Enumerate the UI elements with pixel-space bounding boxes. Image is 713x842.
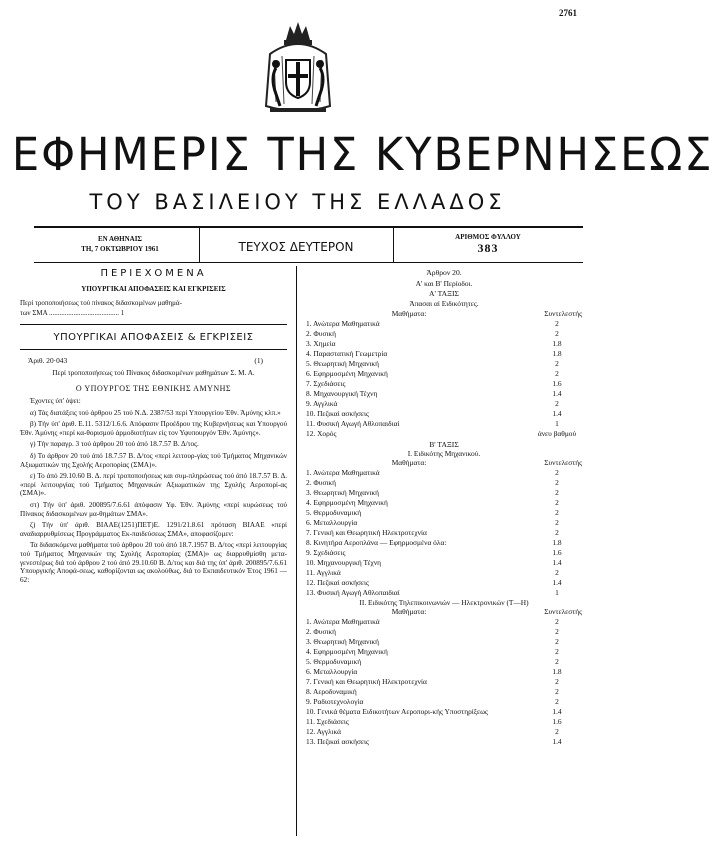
header-divider (199, 228, 200, 262)
course-coefficient: 1.8 (552, 339, 562, 348)
course-name: 11. Αγγλικά (306, 568, 341, 577)
course-row (306, 399, 582, 409)
course-name: 2. Φυσική (306, 329, 337, 338)
decision-paragraph: στ) Τήν ύπ' άριθ. 200895/7.6.61 άπόφασιν Υφ. Έθν. Άμύνης «περί κυρώσεως τού Πίνακος διδασκομένων μα-θημάτων ΣΜΑ». (20, 500, 287, 518)
course-coefficient: 2 (555, 528, 559, 537)
course-row (306, 548, 582, 558)
contents-title: ΠΕΡΙΕΧΟΜΕΝΑ (100, 268, 207, 279)
period-heading: Α' και Β' Περίοδοι. (415, 279, 473, 288)
course-row (306, 687, 582, 697)
course-row (306, 667, 582, 677)
course-name: 10. Πεζικαί ασκήσεις (306, 409, 369, 418)
course-row (306, 538, 582, 548)
course-coefficient: 2 (555, 637, 559, 646)
course-row (306, 518, 582, 528)
course-coefficient: 2 (555, 617, 559, 626)
coefficient-column-label: Συντελεστής (544, 458, 582, 467)
courses-column-label: Μαθήματα: (391, 309, 427, 318)
course-coefficient: 2 (555, 329, 559, 338)
course-row (306, 369, 582, 379)
course-row (306, 468, 582, 478)
course-coefficient: 2 (555, 488, 559, 497)
course-name: 9. Ραδιοτεχνολογία (306, 697, 364, 706)
course-coefficient: 2 (555, 627, 559, 636)
decision-subject: Περί τροποποιήσεως τού Πίνακος διδασκομένων μαθημάτων Σ. Μ. Α. (52, 369, 255, 377)
course-name: 8. Κινητήρα Αεροπλάνα — Εφηρμοσμένα όλα: (306, 538, 447, 547)
course-row (306, 677, 582, 687)
course-row (306, 528, 582, 538)
decision-paragraph: δ) Το άρθρον 20 τού άπό 18.7.57 Β. Δ/τος «περί λειτουρ-γίας τού Τμήματος Μηχανικών Αξιωματικών της Σχολής Αεροπορίας (ΣΜΑ)». (20, 451, 287, 469)
sheet-number: 383 (477, 241, 499, 255)
courses-header (306, 309, 582, 319)
course-coefficient: 1.6 (552, 717, 562, 726)
right-column (306, 268, 582, 747)
course-name: 13. Φυσική Αγωγή Αθλοπαιδιαί (306, 588, 400, 597)
courses-column-label: Μαθήματα: (391, 458, 427, 467)
course-coefficient: 1.4 (552, 389, 562, 398)
course-coefficient: 2 (555, 319, 559, 328)
class-a-course-list (306, 319, 582, 439)
course-row (306, 389, 582, 399)
course-name: 4. Εφηρμοσμένη Μηχανική (306, 498, 388, 507)
specialty-heading: Ι. Ειδικότης Μηχανικού. (407, 449, 481, 458)
course-row (306, 617, 582, 627)
article-heading: Άρθρον 20. (426, 268, 462, 277)
course-coefficient: 2 (555, 518, 559, 527)
course-coefficient: 1.8 (552, 349, 562, 358)
gazette-subtitle: ΤΟΥ ΒΑΣΙΛΕΙΟΥ ΤΗΣ ΕΛΛΑΔΟΣ (89, 190, 506, 214)
course-row (306, 717, 582, 727)
course-name: 7. Σχεδιάσεις (306, 379, 346, 388)
course-row (306, 429, 582, 439)
course-coefficient: 1.4 (552, 578, 562, 587)
course-name: 6. Εφηρμοσμένη Μηχανική (306, 369, 388, 378)
course-name: 5. Θεωρητική Μηχανική (306, 359, 379, 368)
coat-of-arms-icon (262, 20, 334, 118)
courses-header (306, 607, 582, 617)
header-bottom-rule (34, 262, 583, 263)
minister-heading: Ο ΥΠΟΥΡΓΟΣ ΤΗΣ ΕΘΝΙΚΗΣ ΑΜΥΝΗΣ (75, 384, 232, 393)
decision-number: Άριθ. 20·043 (28, 356, 68, 365)
course-row (306, 707, 582, 717)
course-coefficient: 1.6 (552, 379, 562, 388)
course-name: 2. Φυσική (306, 627, 337, 636)
course-coefficient: 2 (555, 727, 559, 736)
course-name: 7. Γενική και Θεωρητική Ηλεκτροτεχνία (306, 677, 427, 686)
decision-paragraph: β) Τήν ύπ' άριθ. Ε.11. 5312/1.6.6. Απόφασιν Προέδρου της Κυβερνήσεως και Υπουργού Έθν. Άμύνης «περί κα-θορισμού άρμοδιοτήτων είς τον Υφυπουργόν Έθν. Άμύνης». (20, 420, 287, 437)
course-row (306, 588, 582, 598)
course-name: 5. Θερμοδυναμική (306, 657, 362, 666)
course-row (306, 409, 582, 419)
gazette-title: ΕΦΗΜΕΡΙΣ ΤΗΣ ΚΥΒΕΡΝΗΣΕΩΣ (11, 128, 713, 181)
course-name: 4. Εφηρμοσμένη Μηχανική (306, 647, 388, 656)
decision-paragraph: γ) Τήν παραγρ. 3 τού άρθρου 20 τού άπό 18.7.57 Β. Δ/τος. (30, 440, 199, 449)
course-coefficient: 2 (555, 568, 559, 577)
specialty-heading: Άπασαι αί Ειδικότητες. (409, 299, 479, 308)
course-coefficient: 2 (555, 657, 559, 666)
coefficient-column-label: Συντελεστής (544, 309, 582, 318)
page-number: 2761 (559, 8, 577, 18)
course-name: 6. Μεταλλουργία (306, 667, 358, 676)
course-name: 10. Μηχανουργική Τέχνη (306, 558, 382, 567)
course-row (306, 627, 582, 637)
course-row (306, 558, 582, 568)
contents-subtitle: ΥΠΟΥΡΓΙΚΑΙ ΑΠΟΦΑΣΕΙΣ ΚΑΙ ΕΓΚΡΙΣΕΙΣ (81, 285, 226, 293)
course-name: 5. Θερμοδυναμική (306, 508, 362, 517)
course-coefficient: 2 (555, 399, 559, 408)
header-top-rule (34, 226, 583, 228)
course-row (306, 379, 582, 389)
course-row (306, 637, 582, 647)
course-row (306, 319, 582, 329)
course-coefficient: 1.4 (552, 737, 562, 746)
course-name: 9. Αγγλικά (306, 399, 338, 408)
class-a-heading: Α' ΤΑΞΙΣ (429, 289, 459, 298)
decision-paragraph: ε) Το άπό 29.10.60 Β. Δ. περί τροποποιήσεως και συμ-πληρώσεως τού άπό 18.7.57 Β. Δ. «περί λειτουργίας τού Τμήματος Μηχανικών Αξιωματικών της Σχολής Αεροπορί-ας (ΣΜΑ)». (20, 472, 287, 498)
decision-header (20, 356, 287, 365)
specialty-heading: ΙΙ. Ειδικότης Τηλεπικοινωνιών — Ηλεκτρονικών (Τ—Η) (359, 598, 529, 607)
class-b-mechanical-course-list (306, 468, 582, 598)
header-divider (393, 228, 394, 262)
having-regard: Έχοντες ύπ' όψει: (30, 397, 81, 405)
course-name: 10. Γενικά θέματα Ειδικοτήτων Αεροπορι-κής Υποστηρίξεως (306, 707, 488, 716)
course-row (306, 508, 582, 518)
section-rule (20, 349, 287, 350)
header-place: ΕΝ ΑΘΗΝΑΙΣ (97, 235, 143, 243)
course-coefficient: 2 (555, 508, 559, 517)
course-coefficient: 2 (555, 359, 559, 368)
course-coefficient: 2 (555, 498, 559, 507)
course-row (306, 737, 582, 747)
course-row (306, 727, 582, 737)
course-row (306, 578, 582, 588)
sheet-label: ΑΡΙΘΜΟΣ ΦΥΛΛΟΥ (455, 233, 521, 241)
decision-ref: (1) (254, 356, 263, 365)
course-row (306, 349, 582, 359)
course-coefficient: 1.4 (552, 409, 562, 418)
section-title: ΥΠΟΥΡΓΙΚΑΙ ΑΠΟΦΑΣΕΙΣ & ΕΓΚΡΙΣΕΙΣ (53, 332, 254, 343)
course-row (306, 647, 582, 657)
contents-entry-line: Περί τροποποιήσεως τού πίνακος διδασκομένων μαθημά- (20, 299, 182, 307)
class-b-heading: Β' ΤΑΞΙΣ (429, 440, 459, 449)
course-row (306, 697, 582, 707)
class-b-telecom-course-list (306, 617, 582, 747)
course-row (306, 359, 582, 369)
issue-type: ΤΕΥΧΟΣ ΔΕΥΤΕΡΟΝ (238, 240, 354, 254)
course-name: 3. Θεωρητική Μηχανική (306, 637, 379, 646)
course-name: 1. Ανώτερα Μαθηματικά (306, 319, 380, 328)
course-coefficient: 2 (555, 687, 559, 696)
course-coefficient: 1.8 (552, 667, 562, 676)
header-date: ΤΗ, 7 ΟΚΤΩΒΡΙΟΥ 1961 (81, 245, 159, 253)
decision-paragraph: ζ) Τήν ύπ' άριθ. ΒΙΑΑΕ(1251)ΠΕΤ)Ε. 1291/21.8.61 πρόταση ΒΙΑΑΕ «περί αναδιαρρυθμίσεως Προγράμματος Εκ-παιδεύσεως ΣΜΑ», αποφασίζομεν: (20, 521, 287, 538)
course-name: 9. Σχεδιάσεις (306, 548, 346, 557)
courses-header (306, 458, 582, 468)
course-row (306, 329, 582, 339)
course-coefficient: 1.6 (552, 548, 562, 557)
course-name: 4. Παραστατική Γεωμετρία (306, 349, 388, 358)
course-row (306, 488, 582, 498)
course-name: 3. Θεωρητική Μηχανική (306, 488, 379, 497)
course-name: 1. Ανώτερα Μαθηματικά (306, 617, 380, 626)
course-row (306, 478, 582, 488)
course-name: 1. Ανώτερα Μαθηματικά (306, 468, 380, 477)
course-name: 12. Χορός (306, 429, 337, 438)
course-coefficient: 2 (555, 697, 559, 706)
course-name: 8. Μηχανουργική Τέχνη (306, 389, 378, 398)
course-coefficient: 2 (555, 468, 559, 477)
decision-paragraph: Τα διδασκόμενα μαθήματα τού άρθρου 20 τού άπό 18.7.1957 Β. Δ/τος «περί λειτουργίας τού Τμήματος Μηχανικών της Σχολής Αεροπορίας (ΣΜΑ)» ως διαρρυθμίσθη μετα-γενεστέρως διά τού άρθρου 2 τού άπό 29.10.60 Β. Δ/τος και διά της ύπ' άριθ. 200895/7.6.61 Υπουργικής Αποφά-σεως, καθορίζονται ως ακολούθως, διά το Εκπαιδευτικόν Έτος 1961 — 62: (20, 541, 287, 584)
coefficient-column-label: Συντελεστής (544, 607, 582, 616)
course-coefficient: 2 (555, 478, 559, 487)
course-row (306, 419, 582, 429)
course-row (306, 498, 582, 508)
course-coefficient: 2 (555, 647, 559, 656)
column-divider (296, 266, 297, 836)
decision-paragraph: α) Τάς διατάξεις τού άρθρου 25 τού Ν.Δ. 2387/53 περί Υπουργείου Έθν. Άμύνης κλπ.» (30, 408, 281, 417)
course-coefficient: 2 (555, 369, 559, 378)
course-name: 7. Γενική και Θεωρητική Ηλεκτροτεχνία (306, 528, 427, 537)
course-name: 6. Μεταλλουργία (306, 518, 358, 527)
course-coefficient: 1 (555, 419, 559, 428)
course-row (306, 657, 582, 667)
contents-entry-line: των ΣΜΑ ........................................ 1 (20, 309, 125, 317)
header-date-block (44, 234, 196, 254)
course-coefficient: 1.8 (552, 538, 562, 547)
course-name: 13. Πεζικαί ασκήσεις (306, 737, 369, 746)
course-coefficient: 1.4 (552, 558, 562, 567)
course-name: 8. Αεροδυναμική (306, 687, 357, 696)
course-row (306, 568, 582, 578)
course-coefficient: 2 (555, 677, 559, 686)
header-sheet-block (398, 232, 578, 254)
course-name: 12. Αγγλικά (306, 727, 342, 736)
course-name: 11. Σχεδιάσεις (306, 717, 349, 726)
course-name: 2. Φυσική (306, 478, 337, 487)
left-column (20, 268, 287, 584)
course-name: 3. Χημεία (306, 339, 336, 348)
course-coefficient: άνευ βαθμού (537, 429, 577, 438)
course-coefficient: 1.4 (552, 707, 562, 716)
course-name: 12. Πεζικαί ασκήσεις (306, 578, 369, 587)
courses-column-label: Μαθήματα: (391, 607, 427, 616)
course-row (306, 339, 582, 349)
course-coefficient: 1 (555, 588, 559, 597)
section-rule (20, 324, 287, 325)
course-name: 11. Φυσική Αγωγή Αθλοπαιδιαί (306, 419, 400, 428)
